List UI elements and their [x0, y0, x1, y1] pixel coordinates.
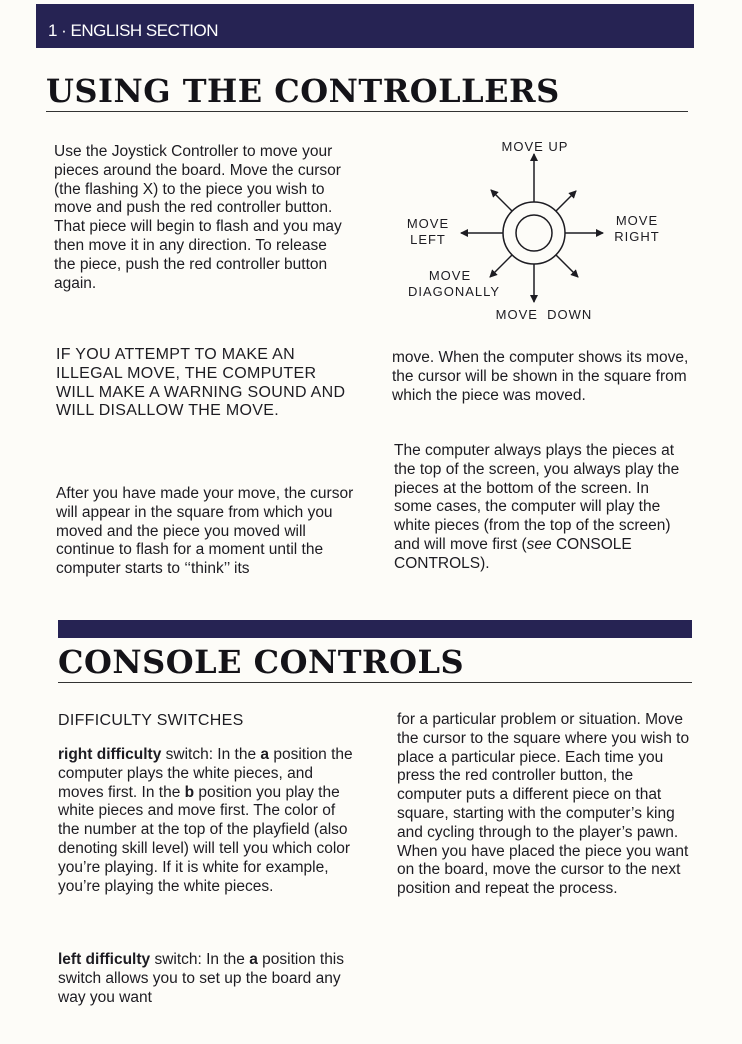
label-move-diagonally-1: MOVE	[428, 268, 472, 283]
section-header-bar	[36, 4, 694, 48]
label-move-down: MOVE DOWN	[495, 307, 593, 322]
label-move-left-1: MOVE	[406, 216, 450, 231]
right-difficulty-text-3: position you play the white pieces and move first. The color of the number at the top of the playfield (also denoting skill level) will tell you which color you’re playing. If it is white for example, you’re playing the white pieces.	[58, 783, 351, 895]
joystick-inner-ring	[516, 215, 552, 251]
left-position-a-term: a	[249, 951, 258, 968]
intro-paragraph: Use the Joystick Controller to move your pieces around the board. Move the cursor (the flashing X) to the piece you wish to move and push the red controller button. That piece will begin to flash and you may then move it in any direction. To release the piece, push the red controller button again.	[54, 143, 342, 292]
illegal-move-warning: IF YOU ATTEMPT TO MAKE AN ILLEGAL MOVE, THE COMPUTER WILL MAKE A WARNING SOUND AND WILL DISALLOW THE MOVE.	[56, 346, 346, 420]
arrow-up-right	[556, 191, 576, 211]
console-controls-reference: CONSOLE CONTROLS	[394, 535, 632, 572]
page-title: USING THE CONTROLLERS	[46, 72, 560, 110]
right-difficulty-paragraph	[58, 746, 358, 896]
label-move-right-1: MOVE	[615, 213, 659, 228]
computer-plays-paragraph	[394, 442, 690, 574]
label-move-right-2: RIGHT	[614, 229, 660, 244]
section-divider-bar	[58, 620, 692, 638]
left-difficulty-term: left difficulty	[58, 951, 151, 968]
after-move-paragraph: After you have made your move, the cursor will appear in the square from which you moved and the piece you moved will continue to flash for a moment until the computer starts to ‘‘think’’ its	[56, 485, 354, 578]
console-controls-title: CONSOLE CONTROLS	[58, 643, 465, 681]
arrow-up-left	[491, 190, 512, 211]
section-label: 1 · ENGLISH SECTION	[48, 21, 218, 40]
board-setup-paragraph: for a particular problem or situation. Move the cursor to the square where you wish to place a particular piece. Each time you press the red controller button, the computer puts a different piece on that square, starting with the computer’s king and cycling through to the player’s pawn. When you have placed the piece you want on the board, move the cursor to the next position and repeat the process.	[397, 711, 690, 898]
arrow-down-right	[556, 255, 578, 277]
left-difficulty-text-1: switch: In the	[150, 951, 250, 968]
right-difficulty-text-1: switch: In the	[161, 746, 261, 763]
position-a-term: a	[260, 746, 270, 763]
joystick-outer-ring	[503, 202, 565, 264]
label-move-up: MOVE UP	[501, 139, 569, 154]
left-difficulty-paragraph	[58, 951, 364, 1007]
see-word: see	[526, 535, 552, 553]
label-move-diagonally-2: DIAGONALLY	[407, 284, 501, 299]
title-rule	[46, 111, 688, 112]
computer-move-paragraph: move. When the computer shows its move, the cursor will be shown in the square from which the piece was moved.	[392, 349, 689, 404]
left-difficulty-text-2: position this switch allows you to set up the board any way you want	[58, 951, 345, 1006]
label-move-left-2: LEFT	[410, 232, 446, 247]
console-title-rule	[58, 682, 692, 683]
difficulty-switches-heading: DIFFICULTY SWITCHES	[58, 712, 244, 729]
computer-plays-text-end: ).	[480, 554, 490, 572]
position-b-term: b	[184, 783, 195, 801]
computer-plays-text: The computer always plays the pieces at the top of the screen, you always play the pieces at the bottom of the screen. In some cases, the computer will play the white pieces (from the top of the screen) and will move first (	[394, 442, 680, 553]
right-difficulty-text-2: position the computer plays the white pieces, and moves first. In the	[58, 746, 353, 801]
right-difficulty-term: right difficulty	[58, 746, 162, 763]
